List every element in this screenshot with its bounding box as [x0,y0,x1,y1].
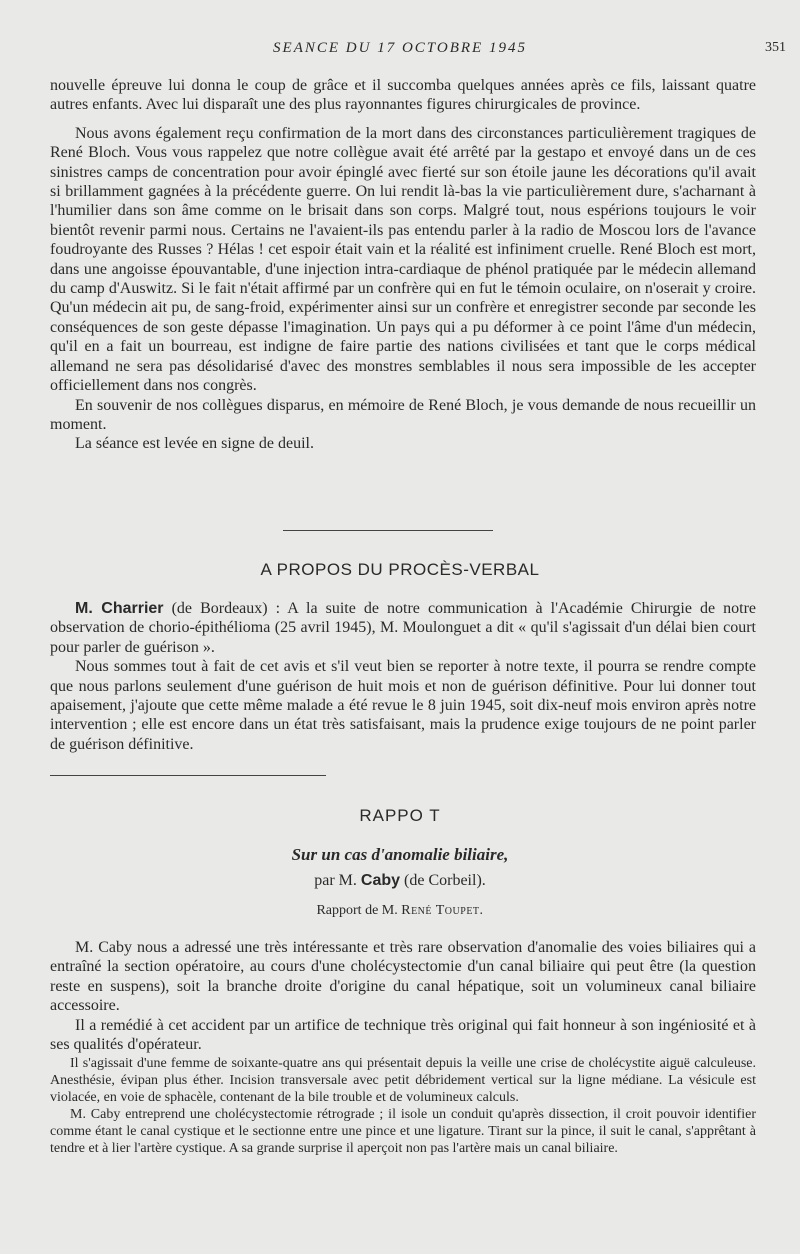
report-line [0,903,800,919]
running-title: SEANCE DU 17 OCTOBRE 1945 [273,40,527,56]
paragraph: nouvelle épreuve lui donna le coup de grâce et il succomba quelques années après ce fils, laissant quatre autres enfants. Avec lui disparaît une des plus rayonnantes figures chirurgicales de province. [50,77,756,114]
paragraph: La séance est levée en signe de deuil. [75,435,314,453]
byline-place: (de Corbeil). [404,872,486,889]
paragraph-text: : A la suite de notre communication à l'Académie Chirurgie de notre observation de chorio-épithélioma (25 avril 1945), M. Moulonguet a dit « qu'il s'agissait d'un délai bien court pour parler de guérison ». [50,600,757,656]
paragraph: Nous avons également reçu confirmation de la mort dans des circonstances particulièrement tragiques de René Bloch. Vous vous rappelez que notre collègue avait été arrêté par la gestapo et envoyé dans un de ces sinistres camps de concentration pour avoir épinglé avec fierté sur son étoile jaune les décorations qu'il avait si brillamment gagnées à la précédente guerre. On lui rendit là-bas la vie particulièrement dure, s'acharnant à l'humilier dans son âme comme on le brisait dans son corps. Malgré tout, nous espérions toujours le voir bientôt revenir parmi nous. Certains ne l'avaient-ils pas entendu parler à la radio de Moscou lors de l'avance foudroyante des Russes ? Hélas ! cet espoir était vain et la réalité est infiniment cruelle. René Bloch est mort, dans une angoisse épouvantable, d'une injection intra-cardiaque de phénol pratiquée par le médecin allemand du camp d'Auswitz. Si le fait n'était affirmé par un confrère qui en fut le témoin oculaire, on n'oserait y croire. Qu'un médecin ait pu, de sang-froid, expérimenter ainsi sur un confrère et enregistrer seconde par seconde les conséquences de son geste dépasse l'imagination. Un pays qui a pu déformer à ce point l'âme d'un médecin, qu'il en a fait un bourreau, est indigne de faire partie des nations civilisées et tant que le corps médical allemand ne sera pas désolidarisé d'avec des monstres semblables il nous sera impossible de les accepter officiellement dans nos congrès. [50,124,756,395]
author-name: M. Charrier [75,600,164,617]
section-divider [50,775,326,776]
page-number: 351 [765,40,786,55]
author-place: (de Bordeaux) [171,600,268,617]
byline-name: Caby [360,872,401,889]
byline-prefix: par M. [314,872,357,889]
rapport-section [50,938,756,1054]
observation-section [50,1055,756,1157]
paragraph: Il s'agissait d'une femme de soixante-quatre ans qui présentait depuis la veille une crise de cholécystite aiguë calculeuse. Anesthésie, évipan plus éther. Incision transversale avec petit débridement vertical sur la ligne médiane. La vésicule est violacée, en voie de sphacèle, contenant de la bile trouble et de volumineux calculs. [50,1056,756,1105]
section-heading: RAPPO T [359,806,441,825]
deuil-section [50,76,756,454]
byline [0,872,800,890]
section-heading: A PROPOS DU PROCÈS-VERBAL [260,560,540,579]
report-author: René Toupet. [401,903,484,918]
paragraph: Il a remédié à cet accident par un artifice de technique très original qui fait honneur à son ingéniosité et à ses qualités d'opérateur. [50,1016,756,1054]
section-divider [283,530,493,531]
paragraph: M. Caby entreprend une cholécystectomie rétrograde ; il isole un conduit qu'après dissection, il croit pouvoir identifier comme étant le canal cystique et le sectionne entre une pince et une ligature. Tirant sur la pince, il suit le canal, s'apprêtant à tendre et à lier l'artère cystique. A sa grande surprise il aperçoit non pas l'artère mais un canal biliaire. [50,1107,756,1156]
proces-verbal-section [50,599,756,754]
report-prefix: Rapport de M. [316,903,398,918]
running-header [0,40,800,62]
paragraph: Nous sommes tout à fait de cet avis et s'il veut bien se reporter à notre texte, il pourra se rendre compte que nous parlons seulement d'une guérison de huit mois et non de guérison définitive. Pour lui donner tout apaisement, j'ajoute que cette même malade a été revue le 8 juin 1945, soit dix-neuf mois environ après notre intervention ; elle est encore dans un état très satisfaisant, mais la prudence exige toujours de ne point parler de guérison définitive. [50,658,756,753]
paragraph: M. Caby nous a adressé une très intéressante et très rare observation d'anomalie des voies biliaires qui a entraîné la section opératoire, au cours d'une cholécystectomie d'un canal biliaire qui peut être (la question reste en suspens), soit la branche droite d'origine du canal hépatique, soit un volumineux canal biliaire accessoire. [50,939,756,1015]
paragraph [50,599,756,657]
article-title: Sur un cas d'anomalie biliaire, [291,845,509,864]
paragraph: En souvenir de nos collègues disparus, en mémoire de René Bloch, je vous demande de nous recueillir un moment. [50,396,756,433]
